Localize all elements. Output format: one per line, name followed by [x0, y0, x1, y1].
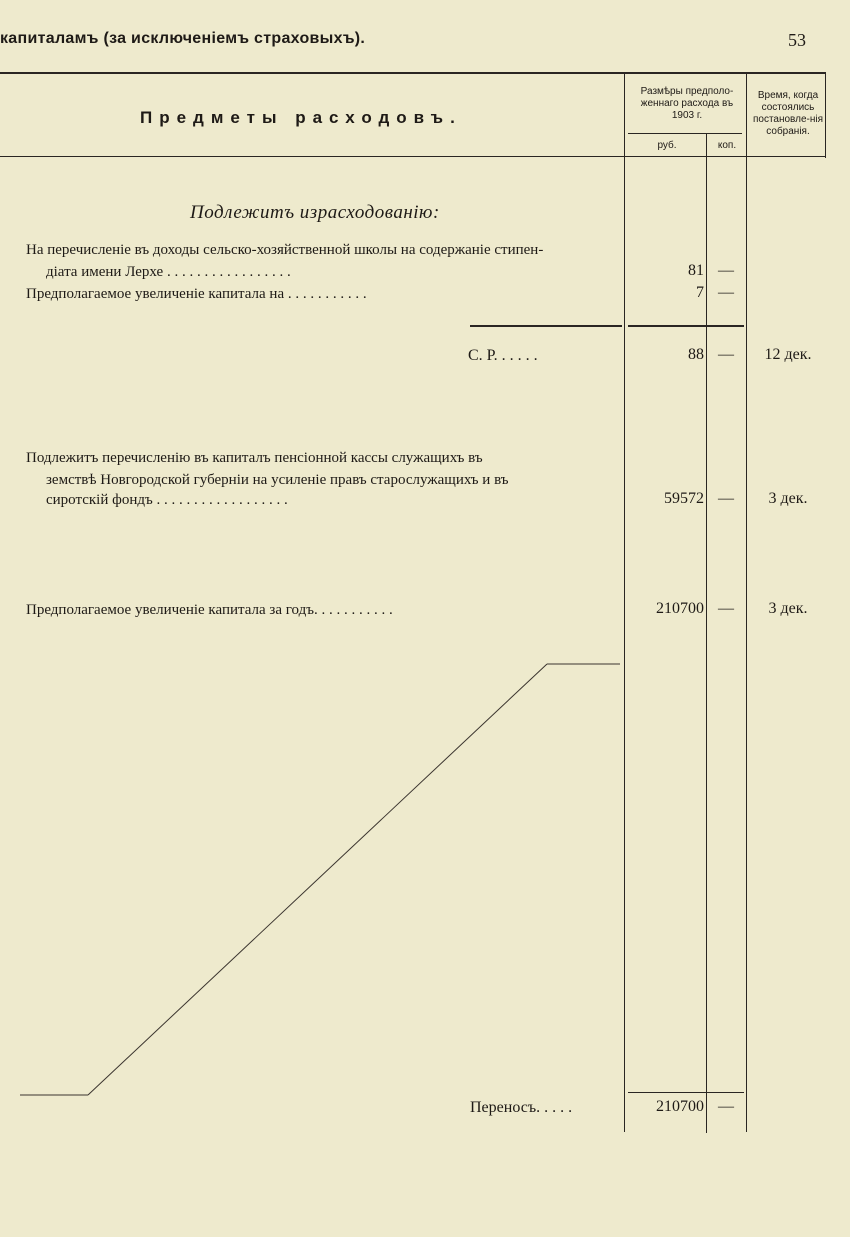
subtotal-label: С. Р. . . . . .: [468, 347, 538, 364]
entry-kop: —: [718, 490, 734, 507]
carry-forward-kop: —: [718, 1098, 734, 1115]
entry-text-line: діата имени Лерхе . . . . . . . . . . . . . . . . .: [46, 264, 291, 280]
entry-text-line: земствѣ Новгородской губерніи на усиленіе правъ старослужащихъ и въ: [46, 472, 509, 488]
date-column-heading: Время, когда состоялись постановле-нія собранія.: [752, 90, 824, 137]
entry-rub: 59572: [664, 490, 704, 507]
page-header-title: капиталамъ (за исключеніемъ страховыхъ).: [0, 30, 366, 47]
entry-text-line: Предполагаемое увеличеніе капитала за годъ. . . . . . . . . . .: [26, 602, 393, 618]
entry-kop: —: [718, 284, 734, 301]
items-column-heading: Предметы расходовъ.: [140, 108, 462, 127]
section-heading: Подлежитъ израсходованію:: [190, 202, 440, 223]
amount-column-heading: Размѣры предполо-женнаго расхода въ 1903 г.: [640, 86, 734, 121]
entry-rub: 81: [688, 262, 704, 279]
entry-text-line: Подлежитъ перечисленію въ капиталъ пенсіонной кассы служащихъ въ: [26, 450, 483, 466]
entry-kop: —: [718, 600, 734, 617]
entry-date: 3 дек.: [768, 600, 808, 617]
entry-kop: —: [718, 262, 734, 279]
entry-rub: 210700: [656, 600, 704, 617]
carry-forward-label: Переносъ. . . . .: [470, 1099, 573, 1116]
entry-kop: —: [718, 346, 734, 363]
footer-rule: [628, 1092, 744, 1093]
entry-date: 12 дек.: [764, 346, 812, 363]
carry-forward-rub: 210700: [656, 1098, 704, 1115]
page-number: 53: [788, 30, 806, 50]
entry-text-line: На перечисленіе въ доходы сельско-хозяйственной школы на содержаніе стипен-: [26, 242, 544, 258]
entry-rub: 88: [688, 346, 704, 363]
rub-subheading: руб.: [657, 140, 677, 151]
entry-text-line: Предполагаемое увеличеніе капитала на . . . . . . . . . . .: [26, 286, 367, 302]
kop-subheading: коп.: [717, 140, 737, 151]
entry-date: 3 дек.: [768, 490, 808, 507]
entry-rub: 7: [696, 284, 704, 301]
entry-text-line: сиротскій фондъ . . . . . . . . . . . . . . . . . .: [46, 492, 288, 508]
